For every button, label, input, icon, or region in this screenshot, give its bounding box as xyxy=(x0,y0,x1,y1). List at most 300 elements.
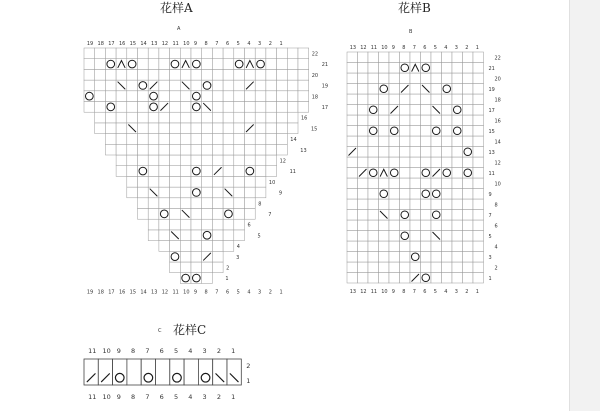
chart-b-row-number: 12 xyxy=(494,160,501,167)
chart-b-row-number: 10 xyxy=(494,181,501,188)
chart-a-cell xyxy=(212,102,223,113)
chart-b-row-number: 21 xyxy=(488,65,495,72)
chart-b-cell xyxy=(379,94,390,105)
chart-b-cell xyxy=(389,136,400,147)
chart-b-cell xyxy=(463,262,474,273)
chart-b-cell xyxy=(379,157,390,168)
chart-b-cell xyxy=(473,73,484,84)
chart-a-cell xyxy=(191,219,202,230)
chart-c-cell xyxy=(227,359,241,385)
chart-a-col-number: 7 xyxy=(215,41,219,47)
chart-b-cell xyxy=(410,147,421,158)
chart-a-cell xyxy=(277,80,288,91)
chart-b-cell xyxy=(347,252,358,263)
chart-a-cell xyxy=(234,219,245,230)
chart-b-col-number: 6 xyxy=(423,289,427,295)
chart-a-cell xyxy=(159,112,170,123)
chart-b-cell xyxy=(431,94,442,105)
chart-a-row-number: 21 xyxy=(321,62,329,69)
chart-b-col-number: 7 xyxy=(412,45,416,51)
chart-b-cell xyxy=(452,73,463,84)
chart-b-col-number: 13 xyxy=(349,289,357,295)
chart-a-row-number: 14 xyxy=(290,137,297,144)
chart-b-cell xyxy=(421,147,432,158)
chart-a-cell xyxy=(127,176,138,187)
chart-b-cell xyxy=(463,273,474,284)
chart-a-cell xyxy=(180,230,191,241)
chart-a-cell xyxy=(170,144,181,155)
chart-a-col-number: 9 xyxy=(193,289,198,296)
chart-a-cell xyxy=(212,241,223,252)
chart-a-cell xyxy=(223,48,234,59)
chart-b-cell xyxy=(442,220,453,231)
chart-a-cell xyxy=(245,144,256,155)
chart-a-row-number: 12 xyxy=(279,158,286,165)
chart-c-col-number: 7 xyxy=(145,347,150,355)
chart-b-row-number: 17 xyxy=(488,107,495,114)
chart-a-cell xyxy=(245,155,256,166)
chart-a-title: 花样A xyxy=(160,1,193,15)
chart-b-col-number: 11 xyxy=(370,289,378,295)
chart-a-cell xyxy=(223,134,234,145)
chart-b-cell xyxy=(389,231,400,242)
chart-a-cell xyxy=(255,102,266,113)
chart-b-cell xyxy=(389,199,400,210)
chart-a-col-number: 12 xyxy=(161,289,169,296)
chart-c-cell xyxy=(84,359,98,385)
chart-b-cell xyxy=(473,252,484,263)
chart-b-cell xyxy=(400,126,411,137)
chart-b-cell xyxy=(442,73,453,84)
chart-a-cell xyxy=(212,209,223,220)
chart-b-cell xyxy=(379,231,390,242)
chart-b-cell xyxy=(379,73,390,84)
chart-b-cell xyxy=(410,189,421,200)
chart-a-cell xyxy=(170,80,181,91)
chart-b-cell xyxy=(358,52,369,63)
chart-a-cell xyxy=(277,123,288,134)
chart-a-cell xyxy=(191,48,202,59)
chart-a-cell xyxy=(138,59,149,70)
chart-a-cell xyxy=(202,134,213,145)
chart-a-cell xyxy=(255,176,266,187)
chart-b-col-number: 2 xyxy=(465,45,469,51)
chart-b-cell xyxy=(473,189,484,200)
chart-b-cell xyxy=(431,199,442,210)
chart-a-cell xyxy=(116,134,127,145)
chart-a-cell xyxy=(212,262,223,273)
chart-a-cell xyxy=(191,123,202,134)
chart-a-cell xyxy=(138,102,149,113)
chart-b-cell xyxy=(379,262,390,273)
chart-a-col-number: 2 xyxy=(268,289,272,296)
chart-a-cell xyxy=(191,112,202,123)
chart-b-cell xyxy=(389,262,400,273)
chart-a-cell xyxy=(223,80,234,91)
chart-b-cell xyxy=(358,273,369,284)
chart-a-cell xyxy=(170,112,181,123)
chart-c-cell xyxy=(113,359,127,385)
chart-a-cell xyxy=(277,144,288,155)
chart-a-cell xyxy=(127,112,138,123)
chart-b-cell xyxy=(431,84,442,95)
chart-b-cell xyxy=(347,168,358,179)
chart-a-cell xyxy=(95,91,106,102)
chart-a-cell xyxy=(223,144,234,155)
chart-b-cell xyxy=(347,178,358,189)
chart-b-cell xyxy=(421,231,432,242)
chart-a-cell xyxy=(223,219,234,230)
chart-a-cell xyxy=(116,48,127,59)
chart-b-cell xyxy=(452,241,463,252)
chart-a-cell xyxy=(223,155,234,166)
chart-b-row-number: 6 xyxy=(494,223,498,230)
chart-b-cell xyxy=(368,241,379,252)
chart-b-cell xyxy=(400,52,411,63)
chart-a-col-number: 5 xyxy=(236,41,240,47)
chart-b-cell xyxy=(389,189,400,200)
chart-c-col-number: 10 xyxy=(102,347,111,355)
chart-b-cell xyxy=(358,220,369,231)
chart-a-col-number: 19 xyxy=(86,41,94,47)
chart-a-cell xyxy=(127,187,138,198)
chart-a-cell xyxy=(202,219,213,230)
chart-b-cell xyxy=(358,178,369,189)
chart-a-cell xyxy=(255,69,266,80)
chart-a-cell xyxy=(255,155,266,166)
chart-b-cell xyxy=(442,126,453,137)
chart-a-cell xyxy=(223,59,234,70)
chart-b-cell xyxy=(358,136,369,147)
chart-a-cell xyxy=(212,69,223,80)
chart-b-col-number: 3 xyxy=(454,289,458,295)
chart-c-col-number: 1 xyxy=(231,347,236,355)
chart-b-cell xyxy=(389,147,400,158)
chart-a-cell xyxy=(255,144,266,155)
chart-b-cell xyxy=(473,84,484,95)
chart-a-cell xyxy=(255,112,266,123)
chart-b-col-number: 6 xyxy=(423,45,427,51)
chart-a-cell xyxy=(191,176,202,187)
chart-a-cell xyxy=(159,80,170,91)
chart-a-cell xyxy=(105,144,116,155)
chart-c-cell xyxy=(98,359,112,385)
chart-b-cell xyxy=(379,147,390,158)
chart-a-col-number: 15 xyxy=(129,289,137,296)
chart-a-cell xyxy=(170,134,181,145)
chart-a-row-number: 18 xyxy=(311,94,319,101)
chart-b-cell xyxy=(400,262,411,273)
chart-b-row-number: 16 xyxy=(494,118,501,125)
chart-a-cell xyxy=(138,144,149,155)
chart-b-cell xyxy=(410,157,421,168)
chart-b-cell xyxy=(442,147,453,158)
chart-a-cell xyxy=(170,48,181,59)
chart-b-cell xyxy=(421,262,432,273)
chart-c-cell xyxy=(170,359,184,385)
chart-a-cell xyxy=(95,59,106,70)
chart-a-cell xyxy=(287,91,298,102)
chart-a-cell xyxy=(180,123,191,134)
chart-a-cell xyxy=(105,123,116,134)
chart-a-row-number: 8 xyxy=(258,201,262,208)
chart-a-cell xyxy=(180,102,191,113)
chart-b-cell xyxy=(368,178,379,189)
chart-b-cell xyxy=(421,52,432,63)
chart-b-col-number: 9 xyxy=(391,45,395,51)
chart-a-cell xyxy=(138,112,149,123)
chart-c-col-number: 5 xyxy=(173,347,179,355)
chart-a-cell xyxy=(148,166,159,177)
chart-b-cell xyxy=(473,115,484,126)
chart-b-cell xyxy=(442,273,453,284)
chart-a-cell xyxy=(202,59,213,70)
chart-a-cell xyxy=(245,69,256,80)
chart-b-cell xyxy=(400,273,411,284)
chart-c-col-number: 9 xyxy=(116,393,121,401)
chart-a-col-number: 11 xyxy=(172,289,179,296)
chart-c-col-number: 9 xyxy=(116,347,121,355)
chart-b-cell xyxy=(442,199,453,210)
chart-a-row-number: 3 xyxy=(236,254,240,261)
chart-a-cell xyxy=(202,112,213,123)
chart-a-cell xyxy=(116,112,127,123)
chart-a-cell xyxy=(180,166,191,177)
chart-a-cell xyxy=(212,198,223,209)
chart-b-cell xyxy=(400,241,411,252)
chart-a-cell xyxy=(180,69,191,80)
chart-a-cell xyxy=(234,134,245,145)
chart-a-cell xyxy=(148,176,159,187)
chart-b-cell xyxy=(389,273,400,284)
chart-a-cell xyxy=(202,144,213,155)
chart-b-cell xyxy=(368,189,379,200)
chart-a-cell xyxy=(202,166,213,177)
chart-a-col-number: 10 xyxy=(183,289,190,296)
chart-c-col-number: 6 xyxy=(159,347,164,355)
chart-c-cell xyxy=(198,359,212,385)
chart-a-cell xyxy=(234,102,245,113)
chart-b-cell xyxy=(368,252,379,263)
chart-a-col-number: 13 xyxy=(151,289,158,296)
chart-c-col-number: 11 xyxy=(88,347,97,355)
chart-a-cell xyxy=(287,102,298,113)
chart-b-row-number: 15 xyxy=(488,128,495,135)
chart-b-cell xyxy=(421,136,432,147)
chart-b-cell xyxy=(410,136,421,147)
chart-a-cell xyxy=(84,80,95,91)
chart-c-col-number: 2 xyxy=(216,347,221,355)
chart-a-row-number: 20 xyxy=(311,72,319,79)
chart-a-cell xyxy=(84,69,95,80)
chart-c-cell xyxy=(156,359,170,385)
chart-a-cell xyxy=(159,69,170,80)
chart-a-cell xyxy=(138,69,149,80)
chart-b-cell xyxy=(347,84,358,95)
chart-b-cell xyxy=(347,105,358,116)
chart-b-cell xyxy=(347,115,358,126)
chart-a-col-number: 18 xyxy=(97,41,104,47)
chart-a-cell xyxy=(245,134,256,145)
chart-b-cell xyxy=(400,73,411,84)
chart-b-cell xyxy=(442,115,453,126)
chart-a-cell xyxy=(255,166,266,177)
chart-a-cell xyxy=(148,134,159,145)
chart-b-cell xyxy=(442,252,453,263)
chart-b-cell xyxy=(389,115,400,126)
chart-a-cell xyxy=(116,123,127,134)
chart-b-cell xyxy=(421,105,432,116)
chart-a-cell xyxy=(105,69,116,80)
chart-c-grid xyxy=(84,347,250,401)
chart-b-cell xyxy=(452,262,463,273)
chart-a-cell xyxy=(234,176,245,187)
chart-b-cell xyxy=(358,105,369,116)
chart-b-cell xyxy=(473,52,484,63)
chart-a-cell xyxy=(159,219,170,230)
chart-a-cell xyxy=(255,187,266,198)
chart-b-cell xyxy=(410,126,421,137)
chart-a-row-number: 7 xyxy=(268,211,272,218)
chart-b-cell xyxy=(473,220,484,231)
chart-b-cell xyxy=(400,136,411,147)
chart-a-cell xyxy=(266,166,277,177)
chart-a-cell xyxy=(202,155,213,166)
chart-a-cell xyxy=(223,123,234,134)
chart-a-cell xyxy=(170,262,181,273)
chart-b-title: 花样B xyxy=(398,1,431,15)
chart-a-cell xyxy=(298,69,309,80)
chart-a-grid xyxy=(84,41,328,295)
chart-a-cell xyxy=(180,48,191,59)
chart-a-cell xyxy=(277,59,288,70)
chart-a-cell xyxy=(212,48,223,59)
chart-b-col-number: 5 xyxy=(433,289,437,295)
chart-b-cell xyxy=(442,136,453,147)
chart-b-cell xyxy=(463,231,474,242)
chart-a-cell xyxy=(148,48,159,59)
chart-b-cell xyxy=(358,63,369,74)
chart-b-cell xyxy=(389,178,400,189)
chart-b-cell xyxy=(379,178,390,189)
chart-b-cell xyxy=(379,241,390,252)
chart-a-col-number: 1 xyxy=(279,41,283,47)
chart-b-cell xyxy=(452,157,463,168)
chart-b-cell xyxy=(400,189,411,200)
chart-b-cell xyxy=(400,168,411,179)
chart-a-cell xyxy=(170,91,181,102)
chart-b-cell xyxy=(410,73,421,84)
chart-b-cell xyxy=(400,94,411,105)
chart-a-cell xyxy=(266,134,277,145)
chart-a-cell xyxy=(277,48,288,59)
chart-b-row-number: 18 xyxy=(494,97,501,104)
chart-a-cell xyxy=(223,241,234,252)
chart-b-cell xyxy=(431,73,442,84)
chart-a-cell xyxy=(159,187,170,198)
chart-b-cell xyxy=(452,94,463,105)
chart-b-col-number: 4 xyxy=(444,289,448,295)
chart-a-cell xyxy=(105,91,116,102)
chart-a-cell xyxy=(212,112,223,123)
chart-a-row-number: 15 xyxy=(311,126,318,133)
chart-b-cell xyxy=(347,189,358,200)
chart-a-cell xyxy=(298,80,309,91)
chart-a-cell xyxy=(127,166,138,177)
chart-b-cell xyxy=(421,241,432,252)
chart-b-cell xyxy=(473,136,484,147)
chart-b-col-number: 7 xyxy=(412,289,416,295)
chart-a-cell xyxy=(191,262,202,273)
chart-b-cell xyxy=(473,94,484,105)
chart-a-cell xyxy=(170,241,181,252)
chart-c-row-number: 2 xyxy=(246,362,251,370)
chart-b-cell xyxy=(358,73,369,84)
chart-c-col-number: 5 xyxy=(173,393,179,401)
chart-a-cell xyxy=(234,112,245,123)
chart-b-col-number: 12 xyxy=(360,289,367,295)
chart-b-cell xyxy=(431,252,442,263)
chart-a-cell xyxy=(148,198,159,209)
chart-b-cell xyxy=(463,84,474,95)
chart-b-col-number: 3 xyxy=(454,45,458,51)
chart-b-row-number: 1 xyxy=(488,275,492,282)
chart-b-cell xyxy=(421,252,432,263)
chart-b-cell xyxy=(452,136,463,147)
chart-a-cell xyxy=(95,112,106,123)
chart-a-cell xyxy=(180,112,191,123)
chart-a-cell xyxy=(287,69,298,80)
chart-b-cell xyxy=(368,262,379,273)
chart-a-cell xyxy=(191,144,202,155)
chart-b-col-number: 10 xyxy=(381,289,388,295)
chart-a-cell xyxy=(105,80,116,91)
chart-b-col-number: 2 xyxy=(465,289,469,295)
chart-a-cell xyxy=(234,187,245,198)
chart-a-col-number: 15 xyxy=(129,41,137,47)
chart-a-col-number: 18 xyxy=(97,289,104,296)
chart-a-cell xyxy=(266,112,277,123)
chart-b-cell xyxy=(368,115,379,126)
chart-b-row-number: 11 xyxy=(488,170,495,177)
chart-a-cell xyxy=(202,273,213,284)
chart-b-col-number: 11 xyxy=(370,45,378,51)
chart-b-cell xyxy=(473,210,484,221)
chart-b-cell xyxy=(379,136,390,147)
chart-c-col-number: 3 xyxy=(202,347,207,355)
chart-a-cell xyxy=(116,144,127,155)
chart-b-cell xyxy=(421,220,432,231)
chart-a-col-number: 11 xyxy=(172,41,179,47)
chart-a-cell xyxy=(266,155,277,166)
chart-a-row-number: 10 xyxy=(268,179,276,186)
chart-c-cell xyxy=(213,359,227,385)
chart-a-cell xyxy=(127,69,138,80)
chart-a-cell xyxy=(277,102,288,113)
chart-a-cell xyxy=(159,230,170,241)
chart-a-cell xyxy=(180,187,191,198)
chart-b-row-number: 7 xyxy=(488,212,492,219)
chart-a-cell xyxy=(95,80,106,91)
chart-a-cell xyxy=(212,123,223,134)
chart-b-cell xyxy=(389,84,400,95)
chart-b-cell xyxy=(463,157,474,168)
chart-a-col-number: 4 xyxy=(247,41,251,47)
chart-a-cell xyxy=(127,48,138,59)
chart-a-cell xyxy=(180,241,191,252)
chart-a-cell xyxy=(298,91,309,102)
chart-b-cell xyxy=(452,84,463,95)
